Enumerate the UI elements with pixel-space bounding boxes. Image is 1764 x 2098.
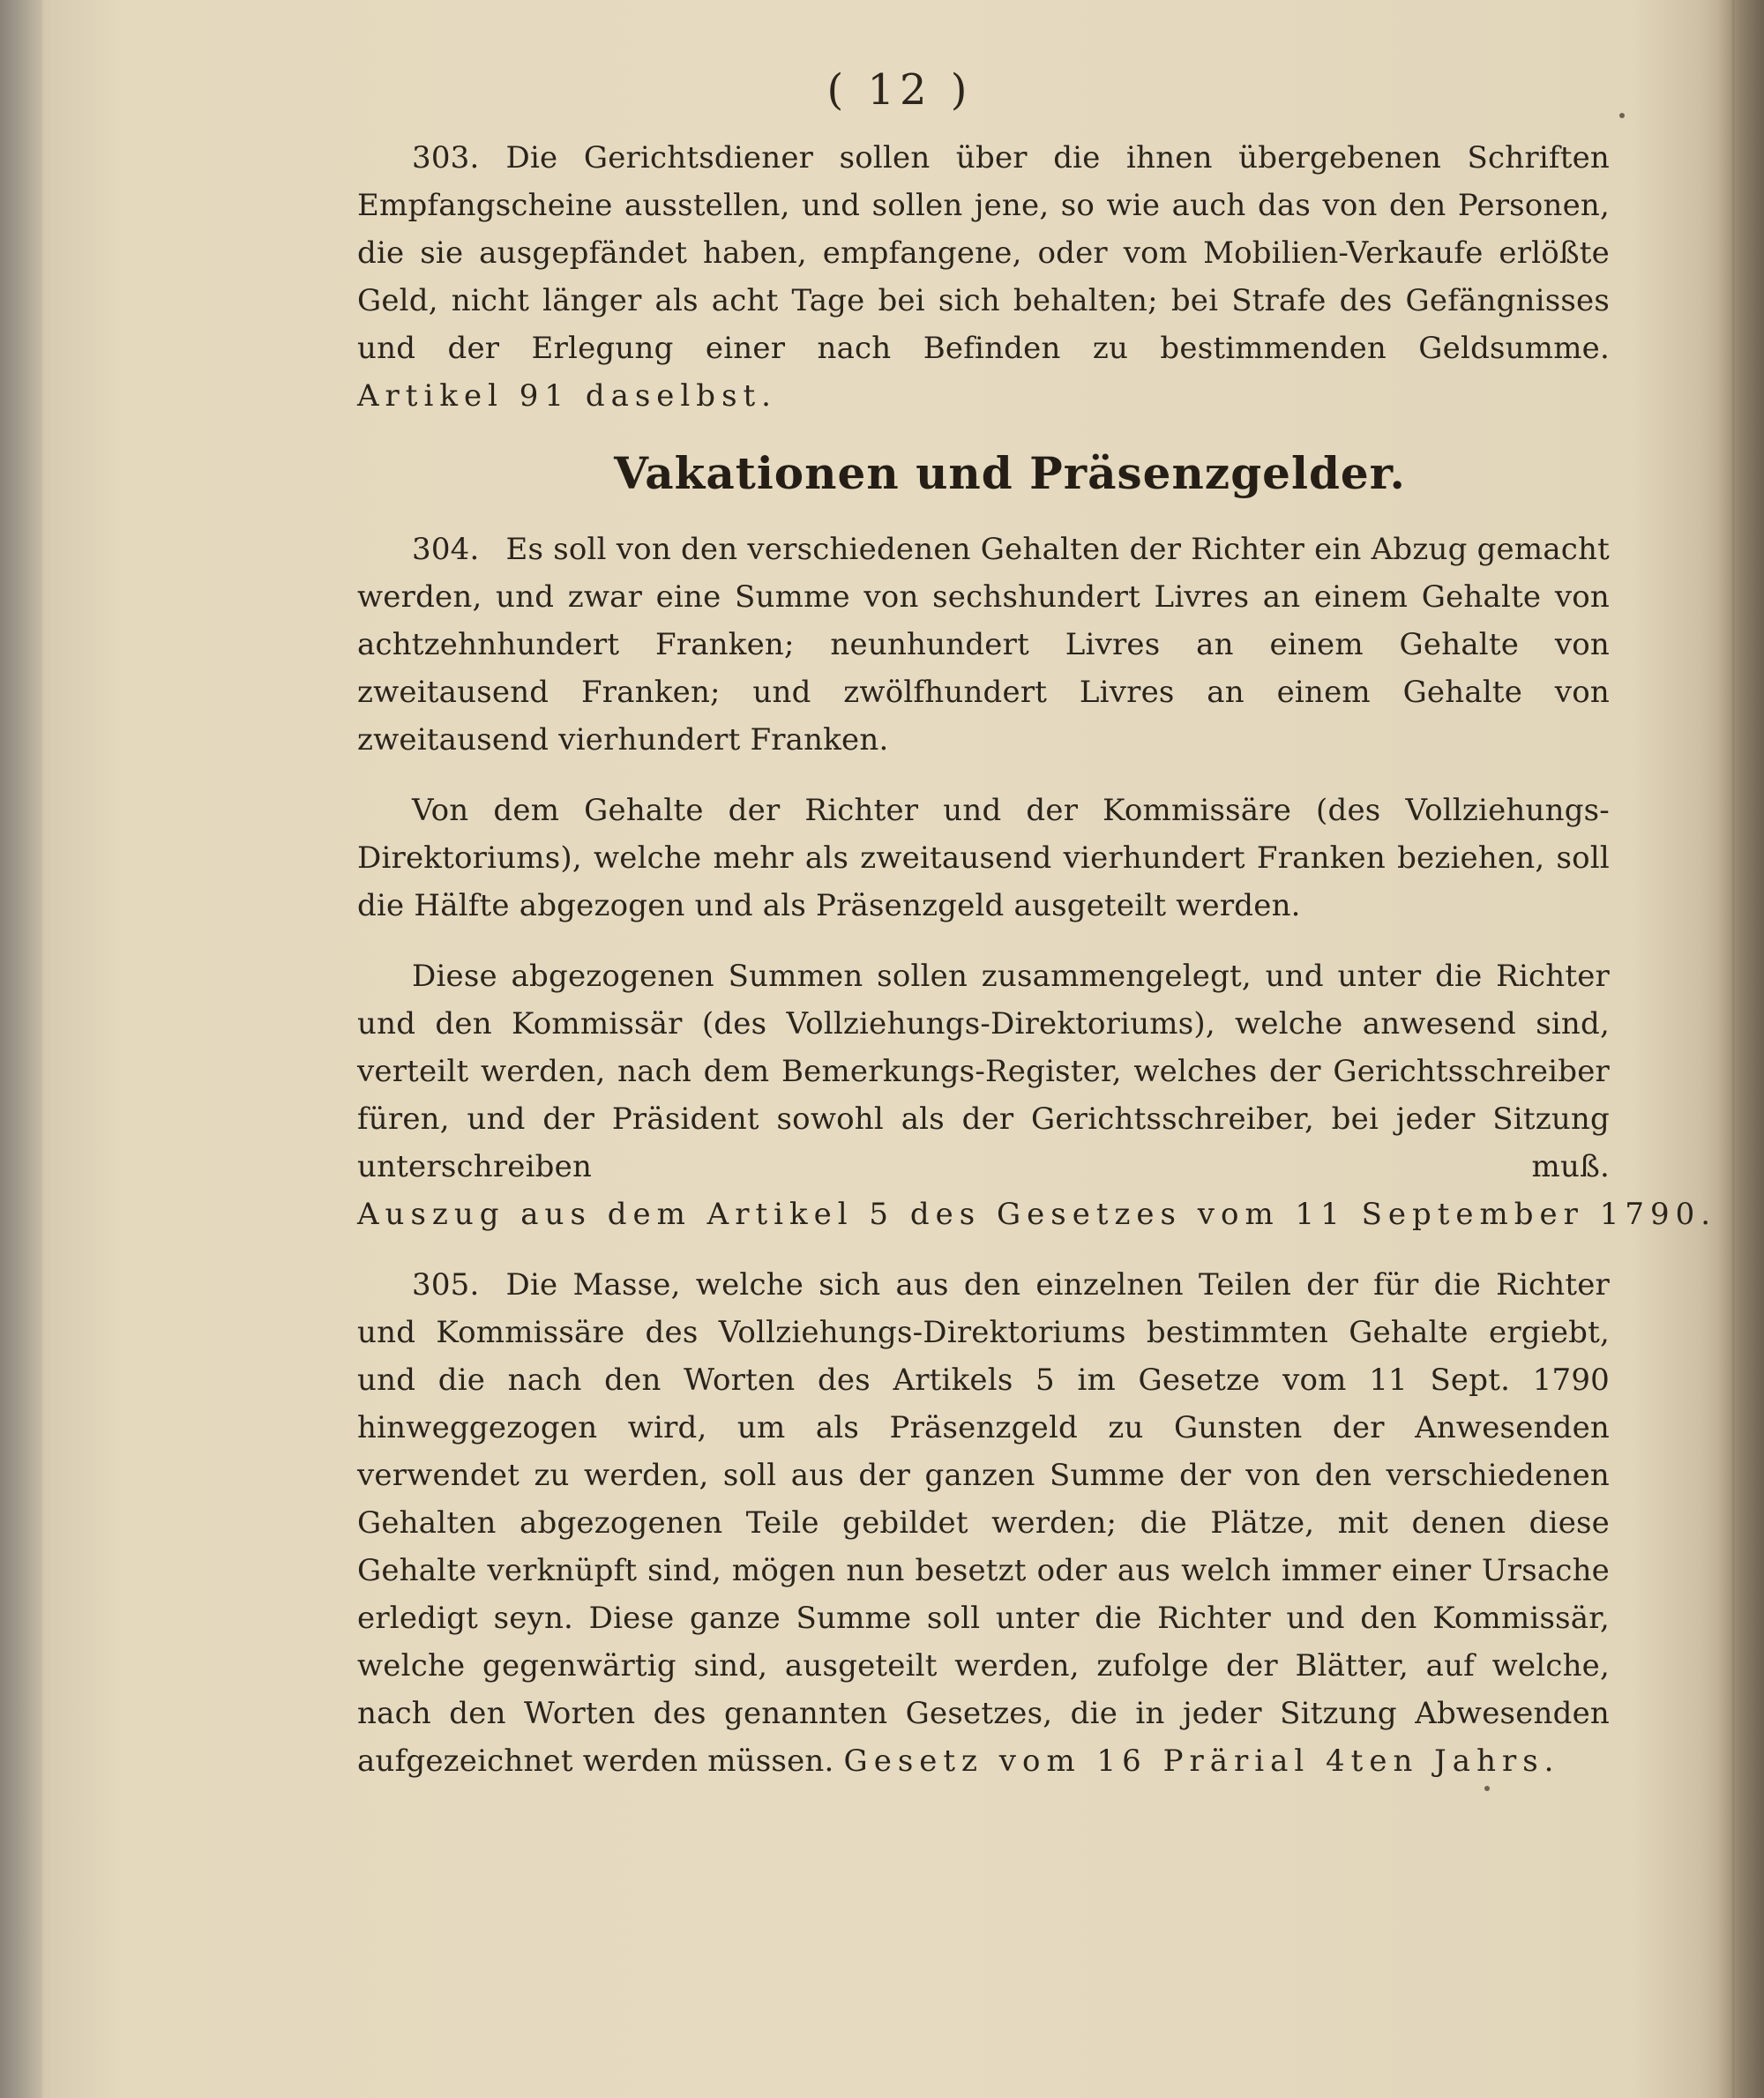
paragraph-number: 305. — [412, 1267, 480, 1303]
paragraph-304-continued — [357, 787, 1610, 930]
paragraph-number: 303. — [412, 140, 480, 175]
paragraph-303 — [357, 134, 1610, 420]
section-heading: Vakationen und Präsenzgelder. — [614, 447, 1406, 499]
page-number — [0, 65, 1764, 115]
paragraph-text: Von dem Gehalte der Richter und der Kommissäre (des Vollziehungs-Direktoriums), welche mehr als zweitausend vierhundert Franken beziehen, soll die Hälfte abgezogen und als Präsenzgeld ausgeteilt werden. — [357, 793, 1610, 923]
paragraph-304-distribution — [357, 952, 1717, 1238]
source-citation: Artikel 91 daselbst. — [357, 378, 777, 414]
source-citation: Auszug aus dem Artikel 5 des Gesetzes vom 11 September 1790. — [357, 1197, 1717, 1232]
paragraph-text: Es soll von den verschiedenen Gehalten der Richter ein Abzug gemacht werden, und zwar eine Summe von sechshundert Livres an einem Gehalte von achtzehnhundert Franken; neunhundert Livres an einem Gehalte von zweitausend Franken; und zwölfhundert Livres an einem Gehalte von zweitausend vierhundert Franken. — [357, 532, 1610, 758]
right-book-edge — [1718, 0, 1764, 2098]
paragraph-number: 304. — [412, 532, 480, 567]
paragraph-text: Die Gerichtsdiener sollen über die ihnen übergebenen Schriften Empfangscheine ausstellen, und sollen jene, so wie auch das von den Personen, die sie ausgepfändet haben, empfangene, oder vom Mobilien-Verkaufe erlößte Geld, nicht länger als acht Tage bei sich behalten; bei Strafe des Gefängnisses und der Erlegung einer nach Befinden zu bestimmenden Geldsumme. — [357, 140, 1610, 366]
gutter-line — [1732, 0, 1735, 2098]
source-citation: Gesetz vom 16 Prärial 4ten Jahrs. — [843, 1743, 1560, 1779]
paragraph-text: Die Masse, welche sich aus den einzelnen Teilen der für die Richter und Kommissäre des Vollziehungs-Direktoriums bestimmten Gehalte ergiebt, und die nach den Worten des Artikels 5 im Gesetze vom 11 Sept. 1790 hinweggezogen wird, um als Präsenzgeld zu Gunsten der Anwesenden verwendet zu werden, soll aus der ganzen Summe der von den verschiedenen Gehalten abgezogenen Teile gebildet werden; die Plätze, mit denen diese Gehalte verknüpft sind, mögen nun besetzt oder aus welch immer einer Ursache erledigt seyn. Diese ganze Summe soll unter die Richter und den Kommissär, welche gegenwärtig sind, ausgeteilt werden, zufolge der Blätter, auf welche, nach den Worten des genannten Gesetzes, die in jeder Sitzung Abwesenden aufgezeichnet werden müssen. — [357, 1267, 1610, 1779]
body-text — [357, 134, 1717, 1808]
paragraph-305 — [357, 1261, 1610, 1785]
left-book-edge — [0, 0, 42, 2098]
page-number-text: ( 12 ) — [826, 65, 973, 115]
paragraph-text: Diese abgezogenen Summen sollen zusammengelegt, und unter die Richter und den Kommissär (des Vollziehungs-Direktoriums), welche anwesend sind, verteilt werden, nach dem Bemerkungs-Register, welches der Gerichtsschreiber füren, und der Präsident sowohl als der Gerichtsschreiber, bei jeder Sitzung unterschreiben muß. — [357, 959, 1610, 1184]
paragraph-304 — [357, 526, 1610, 764]
